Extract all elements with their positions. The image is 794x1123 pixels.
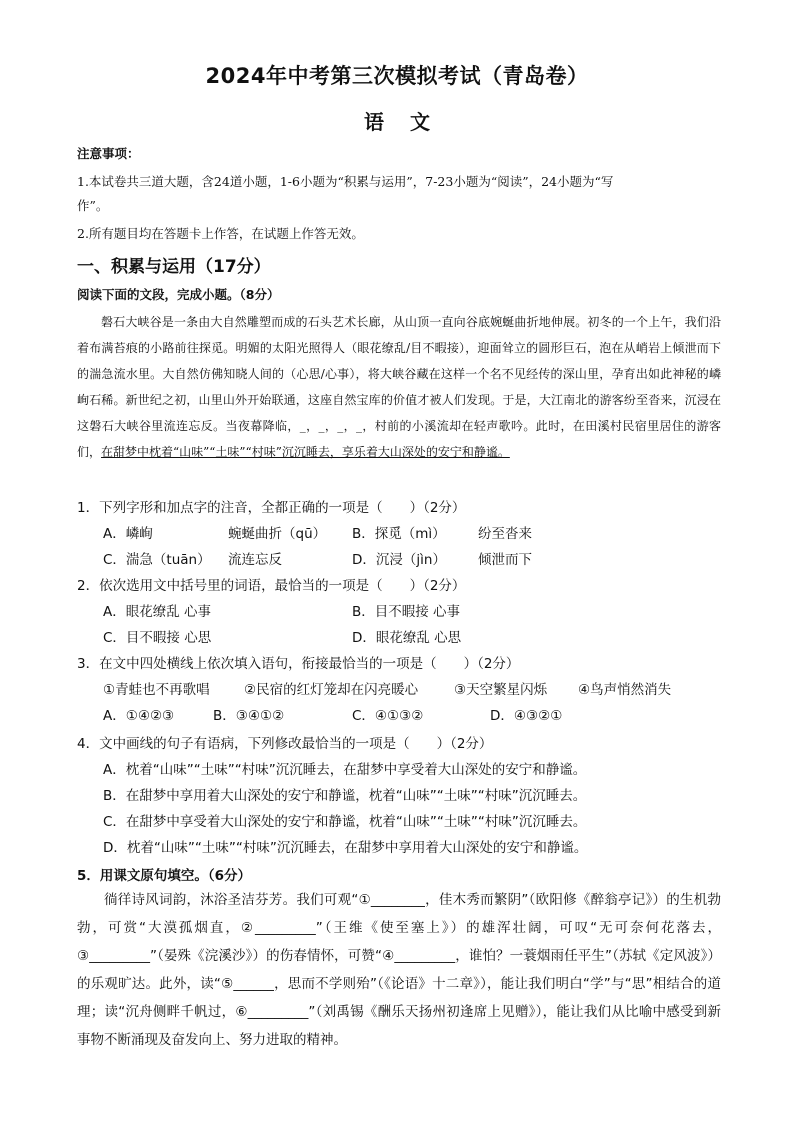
q1-option-b-2: 纷至沓来 (478, 526, 532, 542)
reading-instruction: 阅读下面的文段，完成小题。（8分） (77, 287, 280, 302)
q1-option-c-2: 流连忘反 (228, 552, 282, 568)
q3-sentence-4: ④鸟声悄然消失 (578, 682, 672, 698)
notice-heading: 注意事项： (77, 146, 140, 161)
notice-item-2: 2.所有题目均在答题卡上作答，在试题上作答无效。 (77, 226, 364, 241)
subject-title: 语文 (364, 110, 456, 134)
q3-option-c: C．④①③② (352, 708, 424, 724)
q3-option-d: D．④③②① (490, 708, 563, 724)
question-5-stem: 5．用课文原句填空。（6分） (77, 868, 252, 884)
q3-option-b: B．③④①② (213, 708, 285, 724)
q1-option-d-2: 倾泄而下 (478, 552, 532, 568)
q2-option-c: C．目不暇接 心思 (103, 630, 212, 646)
exam-title: 2024年中考第三次模拟考试（青岛卷） (205, 64, 589, 88)
q3-sentence-3: ③天空繁星闪烁 (454, 682, 548, 698)
q3-sentence-1: ①青蛙也不再歌唱 (103, 682, 210, 698)
q4-option-b: B．在甜梦中享用着大山深处的安宁和静谧，枕着“山味”“土味”“村味”沉沉睡去。 (103, 788, 587, 804)
reading-passage (77, 309, 721, 465)
q2-option-b: B．目不暇接 心事 (352, 604, 461, 620)
q3-sentence-2: ②民宿的红灯笼却在闪亮暖心 (244, 682, 419, 698)
q2-option-a: A．眼花缭乱 心事 (103, 604, 212, 620)
passage-underlined-sentence: 在甜梦中枕着“山味”“土味”“村味”沉沉睡去，享乐着大山深处的安宁和静谧。 (101, 445, 510, 459)
question-2-stem: 2．依次选用文中括号里的词语，最恰当的一项是（ ）（2分） (77, 578, 466, 594)
q3-option-a: A．①④②③ (103, 708, 175, 724)
q1-option-d: D．沉浸（jìn） (352, 552, 446, 568)
passage-text: 磐石大峡谷是一条由大自然雕塑而成的石头艺术长廊，从山顶一直向谷底婉蜒曲折地伸展。初冬的一个上午，我们沿着布满苔痕的小路前往探觅。明媚的太阳光照得人（眼花缭乱/目不暇接），迎面耸立的圆形巨石，泡在从峭岩上倾泄而下的湍急流水里。大自然仿佛知晓人间的（心思/心事），将大峡谷藏在这样一个名不见经传的深山里，孕育出如此神秘的嶙峋石稀。新世纪之初，山里山外开始联通，这座自然宝库的价值才被人们发现。于是，大江南北的游客纷至沓来，沉浸在这磐石大峡谷里流连忘反。当夜幕降临，_，_，_，_，村前的小溪流却在轻声歌吟。此时，在田溪村民宿里居住的游客们， (77, 315, 721, 459)
notice-item-1-cont: 作”。 (77, 198, 109, 213)
question-4-stem: 4．文中画线的句子有语病，下列修改最恰当的一项是（ ）（2分） (77, 736, 493, 752)
q4-option-c: C．在甜梦中享受着大山深处的安宁和静谧，枕着“山味”“土味”“村味”沉沉睡去。 (103, 814, 587, 830)
q2-option-d: D．眼花缭乱 心思 (352, 630, 462, 646)
q5-body-text: 徜徉诗风词韵，沐浴圣洁芬芳。我们可观“①________，佳木秀而繁阴”（欧阳修《醉翁亭记》）的生机勃勃，可赏“大漠孤烟直，②_________”（王维《使至塞上》）的雄浑壮阔，可叹“无可奈何花落去，③_________”（晏殊《浣溪沙》）的伤春情怀，可赞“④_________，谁怕？一蓑烟雨任平生”（苏轼《定风波》）的乐观旷达。此外，读“⑤______，思而不学则殆”（《论语》十二章》），能让我们明白“学”与“思”相结合的道理；读“沉舟侧畔千帆过，⑥_________”（刘禹锡《酬乐天扬州初逢席上见赠》），能让我们从比喻中感受到新事物不断涌现及奋发向上、努力进取的精神。 (77, 892, 721, 1048)
notice-item-1: 1.本试卷共三道大题，含24道小题，1-6小题为“积累与运用”，7-23小题为“阅读”，24小题为“写 (77, 174, 614, 189)
q4-option-d: D．枕着“山味”“土味”“村味”沉沉睡去，在甜梦中享用着大山深处的安宁和静谧。 (103, 840, 588, 856)
q1-option-c: C．湍急（tuān） (103, 552, 211, 568)
section-heading: 一、积累与运用（17分） (77, 257, 271, 277)
question-3-stem: 3．在文中四处横线上依次填入语句，衔接最恰当的一项是（ ）（2分） (77, 656, 520, 672)
q5-fill-blank-passage (77, 886, 721, 1054)
q1-option-a: A．嶙峋 (103, 526, 153, 542)
q1-option-b: B．探觅（mì） (352, 526, 446, 542)
question-1-stem: 1．下列字形和加点字的注音，全都正确的一项是（ ）（2分） (77, 500, 466, 516)
q1-option-a-2: 蜿蜒曲折（qū） (228, 526, 327, 542)
q4-option-a: A．枕着“山味”“土味”“村味”沉沉睡去，在甜梦中享受着大山深处的安宁和静谧。 (103, 762, 587, 778)
